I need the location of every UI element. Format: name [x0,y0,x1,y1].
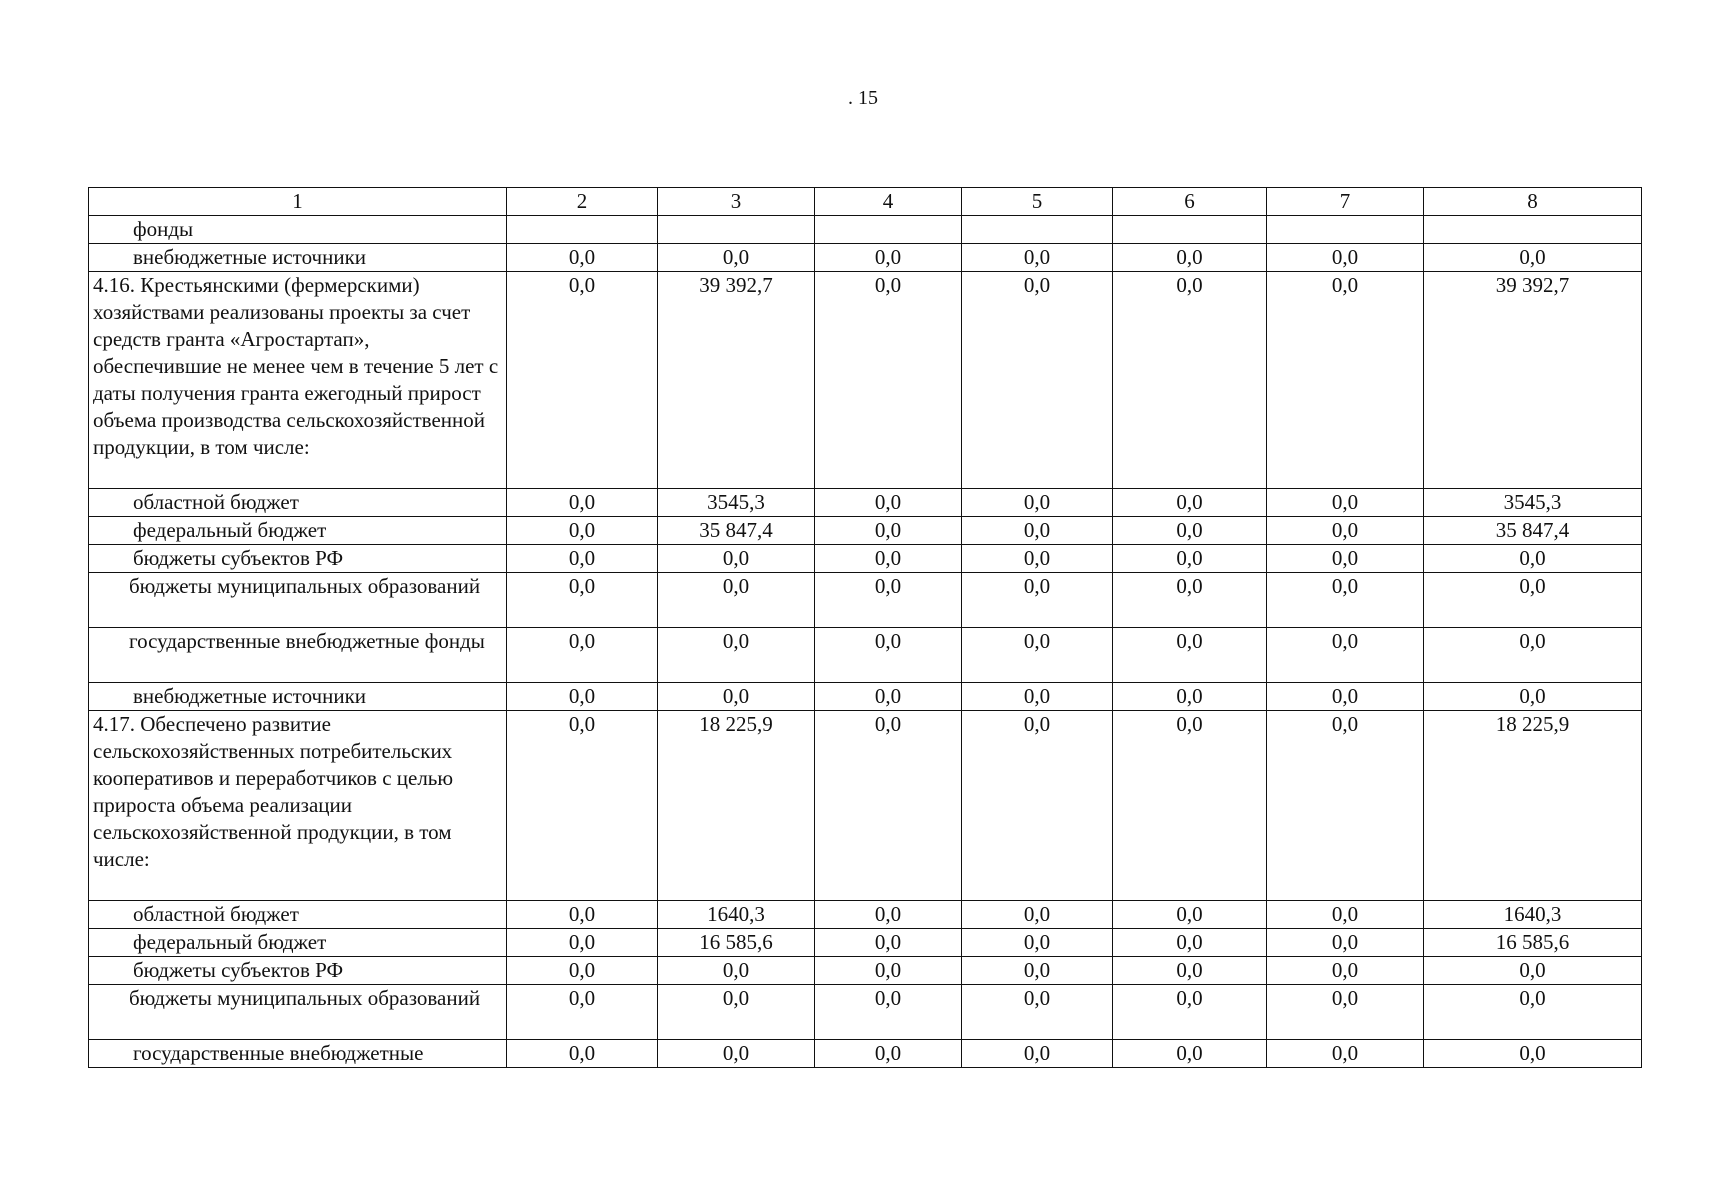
value-cell: 0,0 [507,1040,658,1068]
value-cell: 0,0 [1424,1040,1642,1068]
value-cell: 0,0 [962,901,1113,929]
value-cell: 0,0 [815,489,962,517]
value-cell: 0,0 [962,272,1113,489]
value-cell: 0,0 [507,489,658,517]
table-row [89,929,1642,957]
table-row [89,711,1642,901]
value-cell: 0,0 [1113,683,1267,711]
row-label: бюджеты муниципальных образований [89,573,507,628]
table-row [89,244,1642,272]
table-row [89,957,1642,985]
value-cell: 0,0 [658,628,815,683]
value-cell: 0,0 [1113,901,1267,929]
value-cell: 0,0 [1267,628,1424,683]
value-cell: 1640,3 [658,901,815,929]
value-cell: 3545,3 [658,489,815,517]
row-label: областной бюджет [89,901,507,929]
value-cell: 0,0 [962,985,1113,1040]
value-cell: 0,0 [815,957,962,985]
value-cell: 1640,3 [1424,901,1642,929]
value-cell: 0,0 [962,929,1113,957]
row-label: бюджеты муниципальных образований [89,985,507,1040]
value-cell: 35 847,4 [1424,517,1642,545]
header-cell: 3 [658,188,815,216]
value-cell: 0,0 [962,683,1113,711]
value-cell: 0,0 [962,628,1113,683]
value-cell: 0,0 [815,683,962,711]
value-cell: 39 392,7 [658,272,815,489]
budget-table [88,187,1642,1068]
value-cell: 0,0 [962,711,1113,901]
value-cell: 0,0 [1424,545,1642,573]
table-row [89,545,1642,573]
row-label: государственные внебюджетные фонды [89,628,507,683]
value-cell: 18 225,9 [658,711,815,901]
value-cell: 0,0 [507,272,658,489]
value-cell: 0,0 [1113,489,1267,517]
value-cell: 0,0 [507,901,658,929]
value-cell: 0,0 [507,683,658,711]
value-cell: 0,0 [507,711,658,901]
value-cell: 35 847,4 [658,517,815,545]
row-label: федеральный бюджет [89,929,507,957]
value-cell: 0,0 [815,517,962,545]
value-cell: 0,0 [1267,489,1424,517]
table-row [89,683,1642,711]
row-label: государственные внебюджетные [89,1040,507,1068]
value-cell: 3545,3 [1424,489,1642,517]
value-cell: 0,0 [1424,244,1642,272]
value-cell: 0,0 [815,628,962,683]
row-label: внебюджетные источники [89,683,507,711]
header-cell: 8 [1424,188,1642,216]
header-cell: 4 [815,188,962,216]
value-cell: 0,0 [1113,985,1267,1040]
value-cell: 0,0 [1267,272,1424,489]
value-cell: 0,0 [962,573,1113,628]
value-cell: 0,0 [815,545,962,573]
value-cell: 0,0 [1267,683,1424,711]
value-cell: 0,0 [1113,272,1267,489]
row-label: фонды [89,216,507,244]
header-cell: 7 [1267,188,1424,216]
value-cell: 0,0 [1267,1040,1424,1068]
value-cell: 0,0 [507,929,658,957]
table-row [89,573,1642,628]
table-row [89,985,1642,1040]
value-cell: 0,0 [658,545,815,573]
value-cell [1113,216,1267,244]
value-cell: 0,0 [1113,628,1267,683]
value-cell: 0,0 [658,683,815,711]
value-cell: 0,0 [962,957,1113,985]
table-row [89,628,1642,683]
header-cell: 5 [962,188,1113,216]
header-row [89,188,1642,216]
row-label-section: 4.16. Крестьянскими (фермерскими) хозяйствами реализованы проекты за счет средств гранта «Агростартап», обеспечившие не менее чем в течение 5 лет с даты получения гранта ежегодный прирост объема производства сельскохозяйственной продукции, в том числе: [89,272,507,489]
value-cell: 0,0 [507,628,658,683]
value-cell: 0,0 [1424,957,1642,985]
value-cell: 0,0 [815,272,962,489]
value-cell: 0,0 [1267,244,1424,272]
value-cell [658,216,815,244]
value-cell: 0,0 [1424,573,1642,628]
value-cell: 0,0 [815,985,962,1040]
value-cell: 0,0 [962,517,1113,545]
value-cell: 0,0 [1113,711,1267,901]
value-cell: 0,0 [507,545,658,573]
value-cell: 0,0 [815,573,962,628]
value-cell: 0,0 [1267,957,1424,985]
value-cell: 0,0 [1113,957,1267,985]
header-cell: 6 [1113,188,1267,216]
value-cell: 0,0 [507,957,658,985]
value-cell: 0,0 [815,244,962,272]
header-cell: 2 [507,188,658,216]
value-cell: 0,0 [507,517,658,545]
value-cell [507,216,658,244]
table-row [89,1040,1642,1068]
row-label: бюджеты субъектов РФ [89,957,507,985]
table-row [89,272,1642,489]
value-cell: 0,0 [658,1040,815,1068]
table-row [89,901,1642,929]
value-cell: 0,0 [815,711,962,901]
value-cell: 0,0 [1424,628,1642,683]
value-cell: 0,0 [962,489,1113,517]
value-cell: 0,0 [507,244,658,272]
page-number: . 15 [848,87,878,109]
row-label: бюджеты субъектов РФ [89,545,507,573]
value-cell: 0,0 [507,573,658,628]
value-cell: 0,0 [658,573,815,628]
row-label: областной бюджет [89,489,507,517]
value-cell: 0,0 [658,244,815,272]
value-cell [962,216,1113,244]
value-cell [1424,216,1642,244]
value-cell: 0,0 [1267,711,1424,901]
table-row [89,489,1642,517]
value-cell: 0,0 [1113,929,1267,957]
value-cell: 0,0 [1267,517,1424,545]
table-row [89,517,1642,545]
value-cell [815,216,962,244]
value-cell: 0,0 [962,244,1113,272]
row-label-section: 4.17. Обеспечено развитие сельскохозяйственных потребительских кооперативов и переработчиков с целью прироста объема реализации сельскохозяйственной продукции, в том числе: [89,711,507,901]
value-cell: 18 225,9 [1424,711,1642,901]
row-label: внебюджетные источники [89,244,507,272]
value-cell: 0,0 [815,901,962,929]
table-row [89,216,1642,244]
row-label: федеральный бюджет [89,517,507,545]
header-cell: 1 [89,188,507,216]
table-body [89,188,1642,1068]
value-cell: 0,0 [1113,244,1267,272]
value-cell: 0,0 [1424,683,1642,711]
value-cell: 0,0 [1113,545,1267,573]
value-cell: 0,0 [1113,517,1267,545]
value-cell: 16 585,6 [1424,929,1642,957]
value-cell: 0,0 [962,545,1113,573]
value-cell: 0,0 [658,985,815,1040]
value-cell: 0,0 [815,1040,962,1068]
value-cell: 0,0 [1267,985,1424,1040]
value-cell: 0,0 [507,985,658,1040]
value-cell [1267,216,1424,244]
value-cell: 0,0 [1267,901,1424,929]
value-cell: 0,0 [658,957,815,985]
value-cell: 0,0 [1113,1040,1267,1068]
value-cell: 0,0 [962,1040,1113,1068]
value-cell: 0,0 [1267,545,1424,573]
value-cell: 0,0 [1267,573,1424,628]
value-cell: 0,0 [815,929,962,957]
value-cell: 0,0 [1424,985,1642,1040]
value-cell: 0,0 [1113,573,1267,628]
value-cell: 39 392,7 [1424,272,1642,489]
value-cell: 0,0 [1267,929,1424,957]
value-cell: 16 585,6 [658,929,815,957]
